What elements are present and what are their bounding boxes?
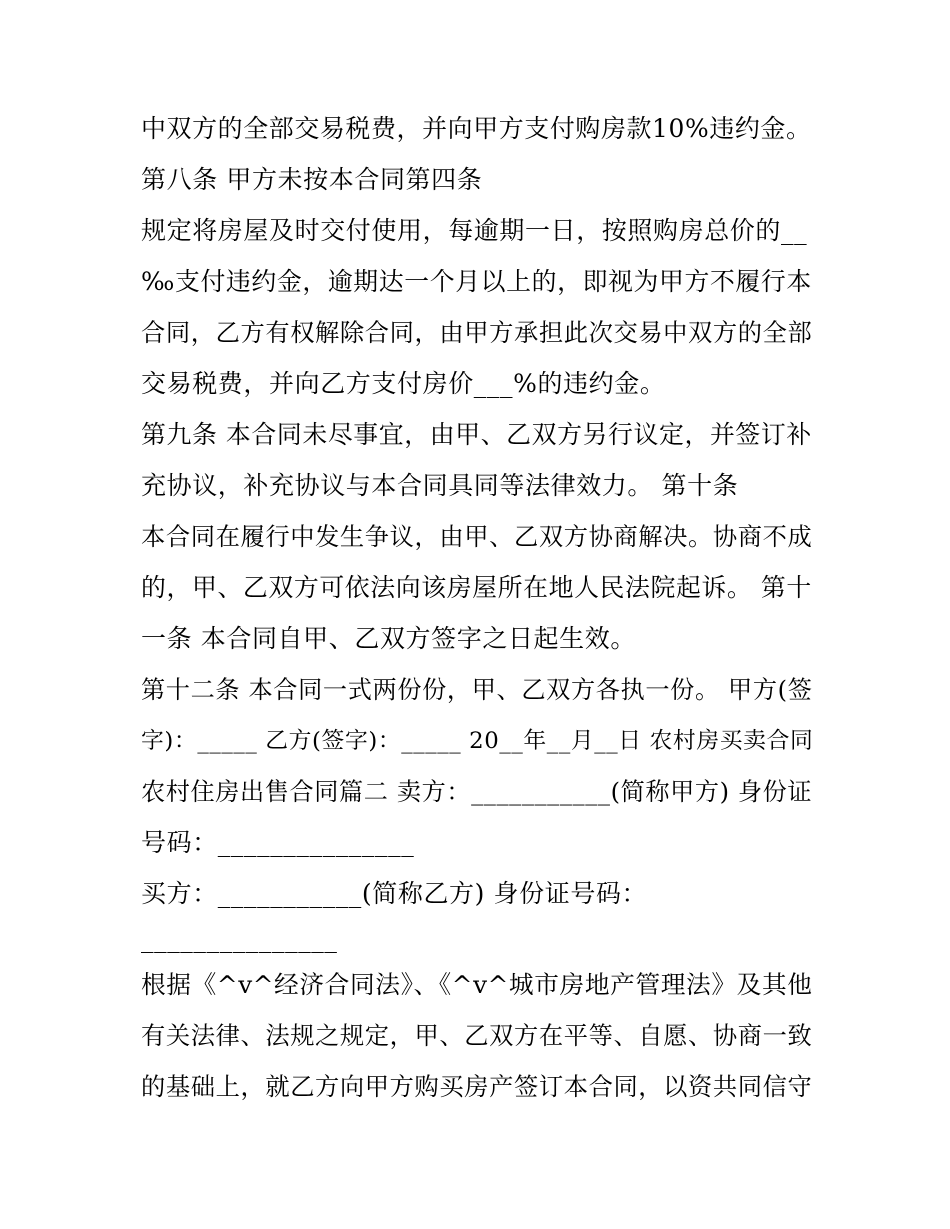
text-line: 规定将房屋及时交付使用，每逾期一日，按照购房总价的__ [141, 216, 808, 245]
text-line: 合同，乙方有权解除合同，由甲方承担此次交易中双方的全部 [141, 318, 813, 347]
text-line: 本合同在履行中发生争议，由甲、乙双方协商解决。协商不成 [141, 522, 813, 551]
text-line: 的，甲、乙双方可依法向该房屋所在地人民法院起诉。 第十 [141, 573, 812, 602]
text-line: 充协议，补充协议与本合同具同等法律效力。 第十条 [141, 471, 739, 500]
text-line: 根据《^v^经济合同法》、《^v^城市房地产管理法》及其他 [141, 970, 813, 999]
text-line: 号码：_______________ [141, 828, 415, 857]
text-line: 有关法律、法规之规定，甲、乙双方在平等、自愿、协商一致 [141, 1021, 813, 1050]
text-line: 第八条 甲方未按本合同第四条 [141, 165, 483, 194]
text-line: 中双方的全部交易税费，并向甲方支付购房款10%违约金。 [141, 114, 812, 143]
text-line: ‰支付违约金，逾期达一个月以上的，即视为甲方不履行本 [141, 267, 812, 296]
text-line: 第十二条 本合同一式两份份，甲、乙双方各执一份。 甲方(签 [141, 676, 813, 704]
text-line: 一条 本合同自甲、乙双方签字之日起生效。 [141, 624, 636, 653]
text-line: 的基础上，就乙方向甲方购买房产签订本合同，以资共同信守 [141, 1072, 813, 1101]
text-line: 字)：_____ 乙方(签字)：_____ 20__年__月__日 农村房买卖合同 [141, 728, 814, 754]
text-line: 买方：___________(简称乙方) 身份证号码： [141, 879, 648, 908]
text-line: 农村住房出售合同篇二 卖方：___________(简称甲方) 身份证 [141, 778, 813, 806]
text-line: _______________ [141, 924, 338, 953]
text-line: 第九条 本合同未尽事宜，由甲、乙双方另行议定，并签订补 [141, 420, 812, 449]
text-line: 交易税费，并向乙方支付房价___%的违约金。 [141, 369, 666, 398]
